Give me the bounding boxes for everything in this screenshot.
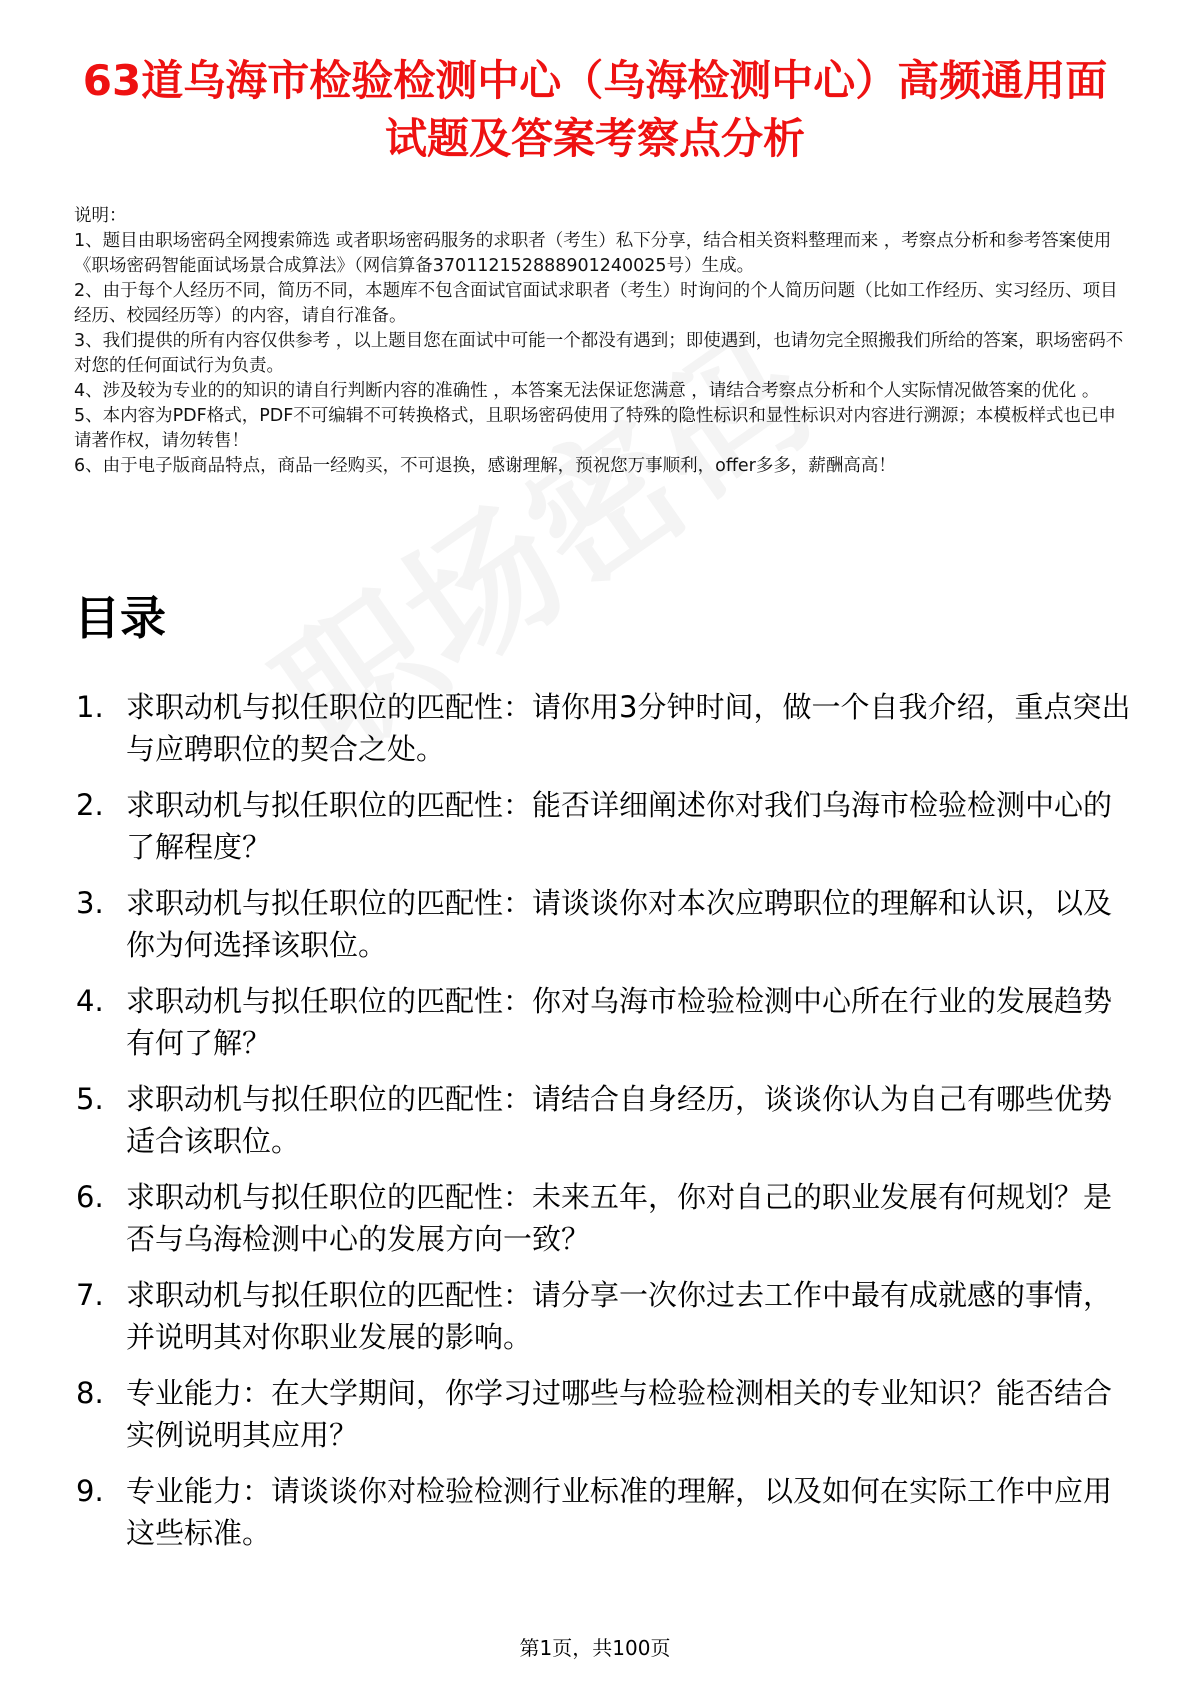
- toc-item-text: 求职动机与拟任职位的匹配性：能否详细阐述你对我们乌海市检验检测中心的了解程度？: [126, 788, 1113, 864]
- document-title: 63道乌海市检验检测中心（乌海检测中心）高频通用面试题及答案考察点分析: [82, 56, 1108, 163]
- toc-list: [74, 686, 1134, 1568]
- notes-heading: 说明：: [74, 206, 127, 226]
- toc-item-number: 4.: [76, 984, 104, 1018]
- note-item: 3、我们提供的所有内容仅供参考 ，以上题目您在面试中可能一个都没有遇到；即使遇到，也请勿完全照搬我们所给的答案，职场密码不对您的任何面试行为负责。: [74, 331, 1124, 376]
- note-item: 4、涉及较为专业的的知识的请自行判断内容的准确性 ，本答案无法保证您满意 ，请结合考察点分析和个人实际情况做答案的优化 。: [74, 381, 1100, 401]
- toc-item[interactable]: [74, 1470, 1134, 1554]
- toc-item-text: 专业能力：在大学期间，你学习过哪些与检验检测相关的专业知识？能否结合实例说明其应用？: [126, 1376, 1113, 1452]
- toc-item-text: 求职动机与拟任职位的匹配性：请你用3分钟时间，做一个自我介绍，重点突出与应聘职位的契合之处。: [126, 690, 1131, 766]
- toc-item[interactable]: [74, 1176, 1134, 1260]
- toc-item-number: 2.: [76, 788, 104, 822]
- toc-item[interactable]: [74, 980, 1134, 1064]
- toc-item[interactable]: [74, 686, 1134, 770]
- note-item: 5、本内容为PDF格式，PDF不可编辑不可转换格式，且职场密码使用了特殊的隐性标识和显性标识对内容进行溯源；本模板样式也已申请著作权，请勿转售！: [74, 406, 1116, 451]
- toc-item[interactable]: [74, 1372, 1134, 1456]
- toc-item[interactable]: [74, 784, 1134, 868]
- toc-item-text: 求职动机与拟任职位的匹配性：未来五年，你对自己的职业发展有何规划？是否与乌海检测中心的发展方向一致？: [126, 1180, 1113, 1256]
- toc-item-text: 求职动机与拟任职位的匹配性：请分享一次你过去工作中最有成就感的事情，并说明其对你职业发展的影响。: [126, 1278, 1113, 1354]
- note-item: 1、题目由职场密码全网搜索筛选 或者职场密码服务的求职者（考生）私下分享，结合相关资料整理而来 ，考察点分析和参考答案使用《职场密码智能面试场景合成算法》（网信算备370112152888901240025号）生成。: [74, 231, 1112, 276]
- toc-heading: 目录: [74, 591, 166, 645]
- toc-item-number: 1.: [76, 690, 104, 724]
- toc-item-number: 7.: [76, 1278, 104, 1312]
- note-item: 6、由于电子版商品特点，商品一经购买，不可退换，感谢理解，预祝您万事顺利，offer多多，薪酬高高！: [74, 456, 896, 476]
- toc-item[interactable]: [74, 1274, 1134, 1358]
- toc-item-number: 9.: [76, 1474, 104, 1508]
- toc-item-number: 8.: [76, 1376, 104, 1410]
- toc-item-number: 3.: [76, 886, 104, 920]
- toc-item[interactable]: [74, 882, 1134, 966]
- toc-item-number: 5.: [76, 1082, 104, 1116]
- page-footer: 第1页，共100页: [519, 1636, 671, 1660]
- toc-item-text: 求职动机与拟任职位的匹配性：你对乌海市检验检测中心所在行业的发展趋势有何了解？: [126, 984, 1113, 1060]
- toc-item-text: 求职动机与拟任职位的匹配性：请结合自身经历，谈谈你认为自己有哪些优势适合该职位。: [126, 1082, 1113, 1158]
- toc-item-text: 专业能力：请谈谈你对检验检测行业标准的理解，以及如何在实际工作中应用这些标准。: [126, 1474, 1113, 1550]
- notes-section: [74, 204, 1124, 479]
- toc-item[interactable]: [74, 1078, 1134, 1162]
- note-item: 2、由于每个人经历不同，简历不同，本题库不包含面试官面试求职者（考生）时询问的个人简历问题（比如工作经历、实习经历、项目经历、校园经历等）的内容，请自行准备。: [74, 281, 1118, 326]
- toc-item-number: 6.: [76, 1180, 104, 1214]
- toc-item-text: 求职动机与拟任职位的匹配性：请谈谈你对本次应聘职位的理解和认识，以及你为何选择该职位。: [126, 886, 1113, 962]
